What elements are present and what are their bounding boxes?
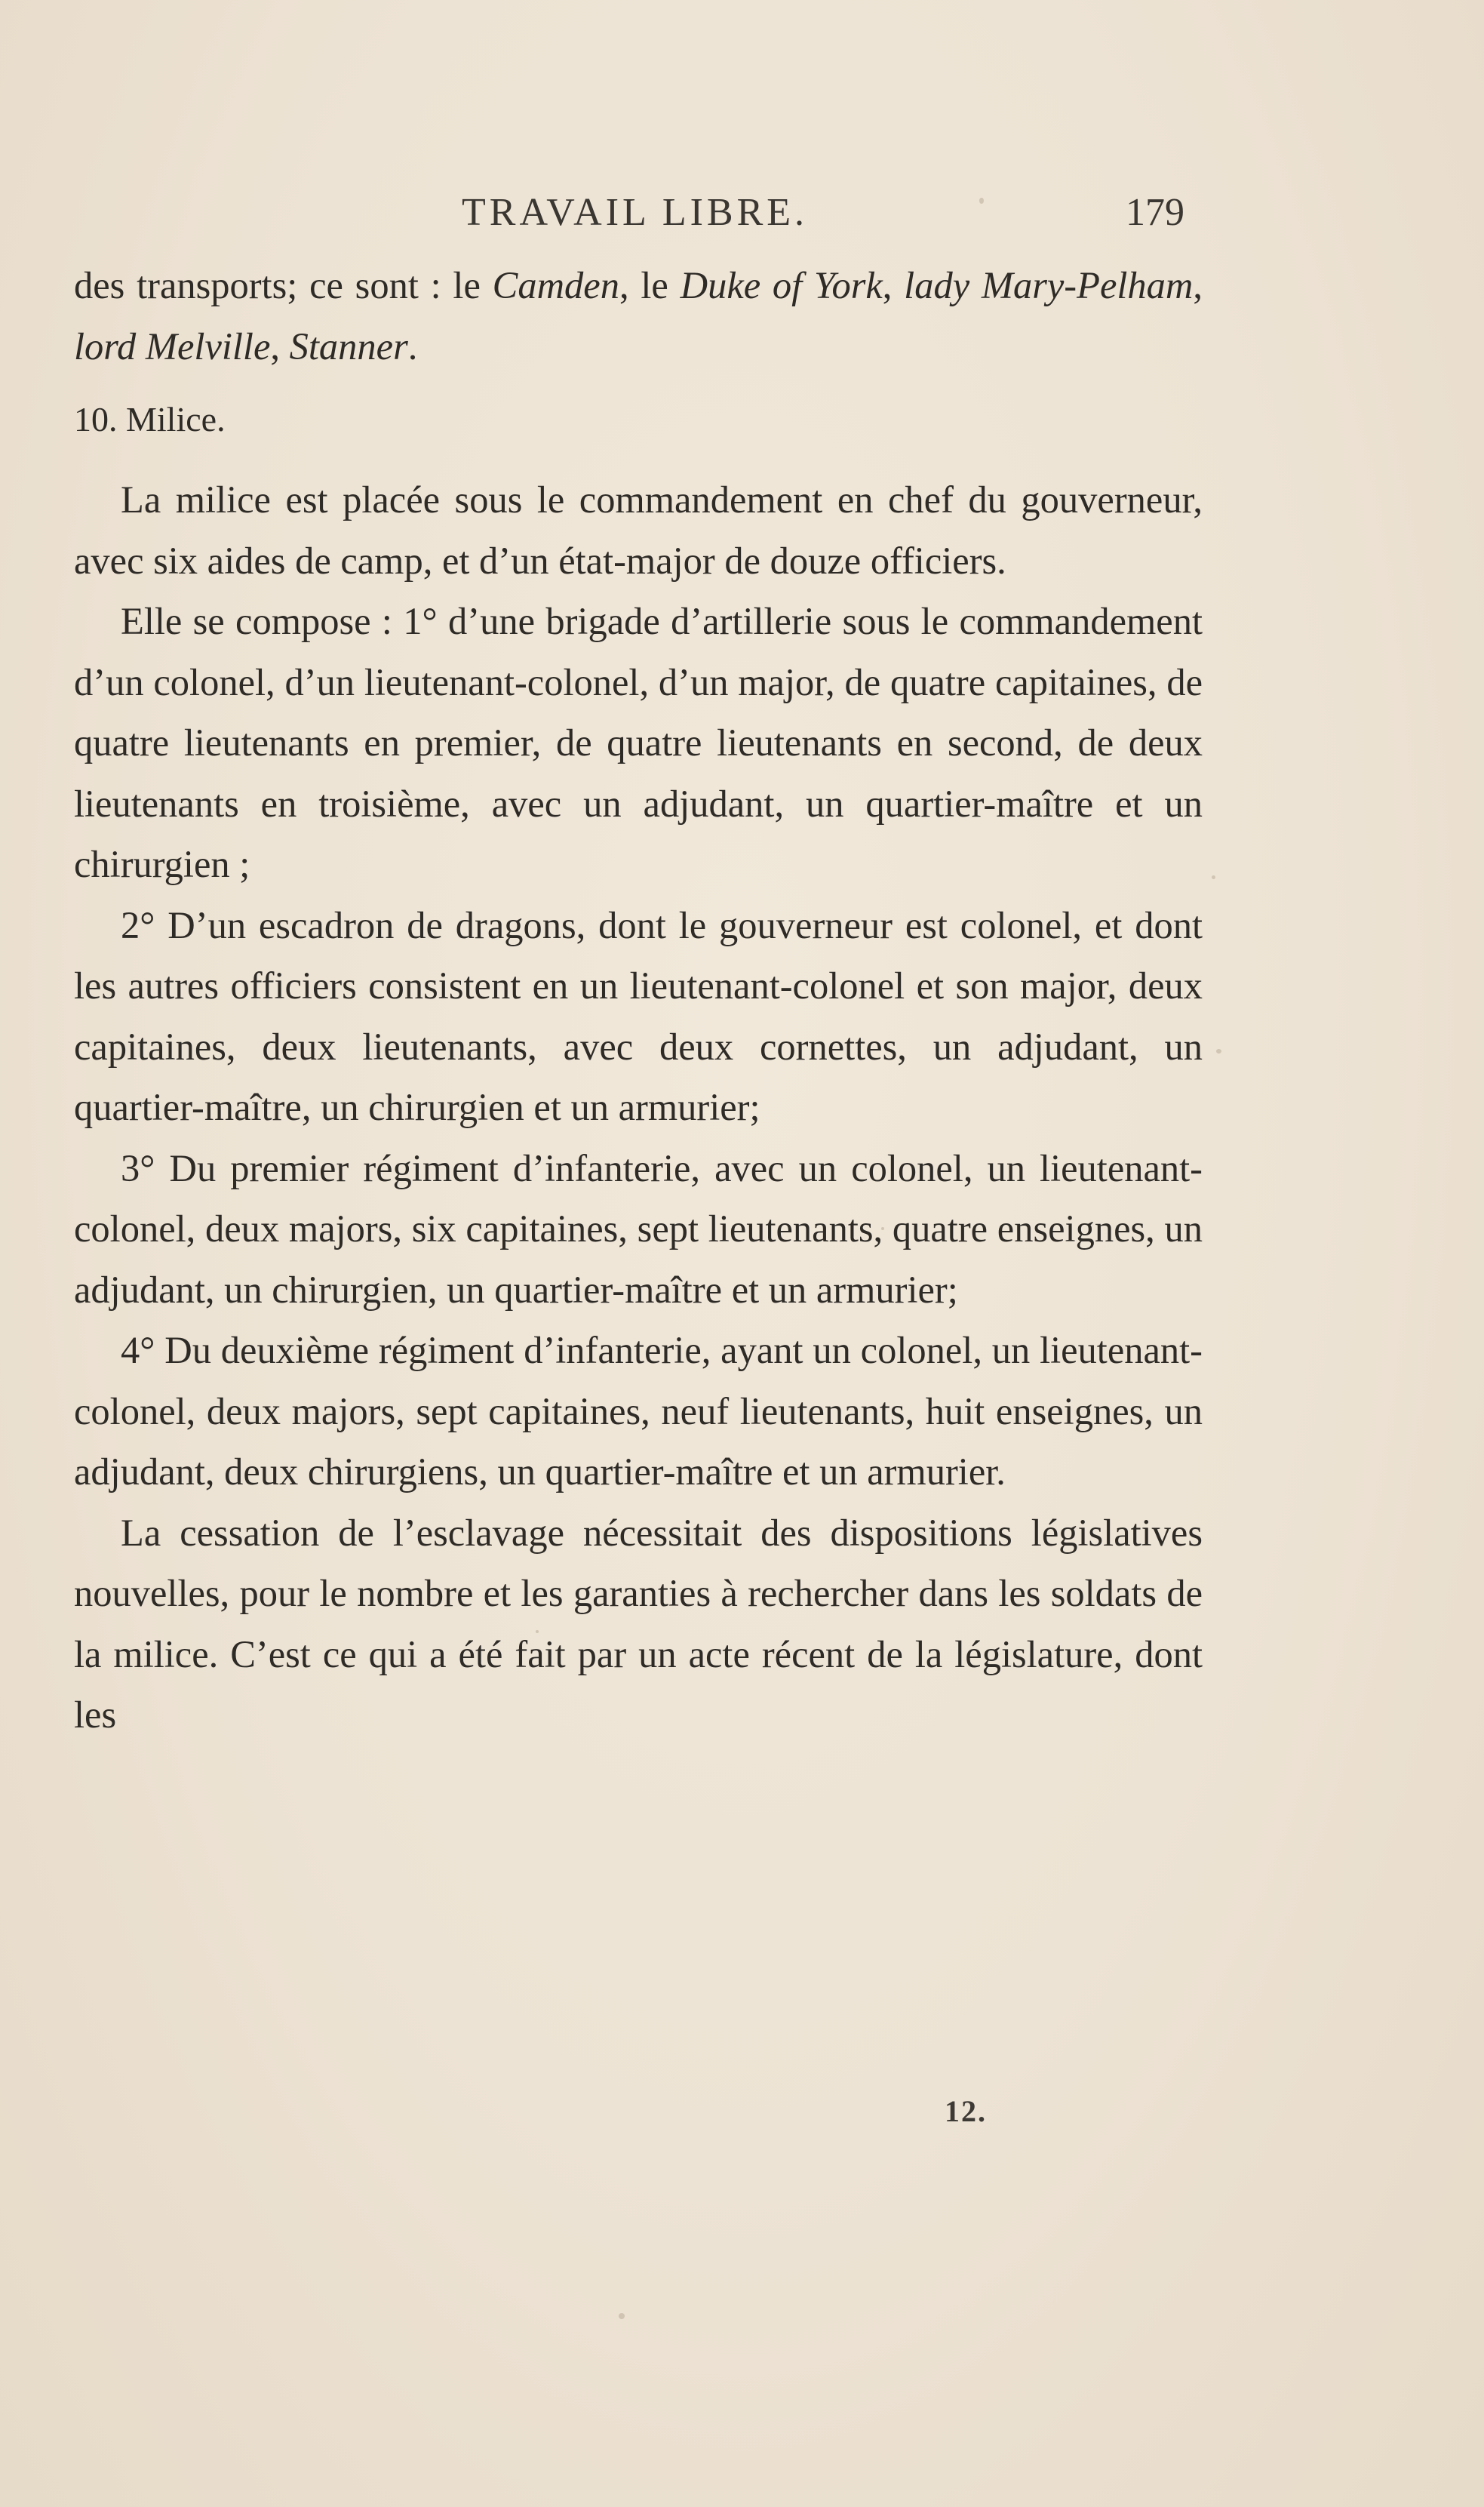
text-run: , [1193,264,1203,306]
paper-speck [619,2313,625,2319]
continuation-paragraph [74,255,1203,377]
page-number: 179 [1126,191,1184,234]
running-title: TRAVAIL LIBRE. [462,191,809,234]
text-run: , [882,264,905,306]
ship-name: Stanner [289,325,408,368]
paragraph: 2° D’un escadron de dragons, dont le gouverneur est colonel, et dont les autres officiers consistent en un lieutenant-colonel et son major, deux capitaines, deux lieutenants, avec deux cornettes, un adjudant, un quartier-maître, un chirurgien et un armurier; [74,903,1203,1128]
signature-mark: 12. [945,2094,987,2128]
text-run: , le [619,264,681,306]
text-run: . [407,325,418,368]
paragraph: 3° Du premier régiment d’infanterie, avec un colonel, un lieutenant-colonel, deux majors, six capitaines, sept lieutenants, quatre enseignes, un adjudant, un chirurgien, un quartier-maître et un armurier; [74,1146,1203,1311]
paragraph: Elle se compose : 1° d’une brigade d’artillerie sous le commandement d’un colonel, d’un lieutenant-colonel, d’un major, de quatre capitaines, de quatre lieutenants en premier, de quatre lieutenants en second, de deux lieutenants en troisième, avec un adjudant, un quartier-maître et un chirurgien ; [74,600,1203,885]
paragraph: 4° Du deuxième régiment d’infanterie, ayant un colonel, un lieutenant-colonel, deux majors, sept capitaines, neuf lieutenants, huit enseignes, un adjudant, deux chirurgiens, un quartier-maître et un armurier. [74,1329,1203,1493]
paragraph: La cessation de l’esclavage nécessitait des dispositions législatives nouvelles, pour le nombre et les garanties à rechercher dans les soldats de la milice. C’est ce qui a été fait par un acte récent de la législature, dont les [74,1511,1203,1736]
ship-name: lord Melville [74,325,271,368]
ship-name: lady Mary-Pelham [904,264,1194,306]
ship-name: Camden [492,264,619,306]
text-run: , [270,325,290,368]
page-header [0,190,1484,243]
body-text [74,255,1203,1746]
section-heading: 10. Milice. [74,400,226,438]
text-run: des transports; ce sont : le [74,264,493,306]
ship-name: Duke of York [680,264,883,306]
paper-speck [1212,875,1215,879]
paragraph: La milice est placée sous le commandement en chef du gouverneur, avec six aides de camp, et d’un état-major de douze officiers. [74,478,1203,582]
paper-speck [1216,1049,1221,1054]
